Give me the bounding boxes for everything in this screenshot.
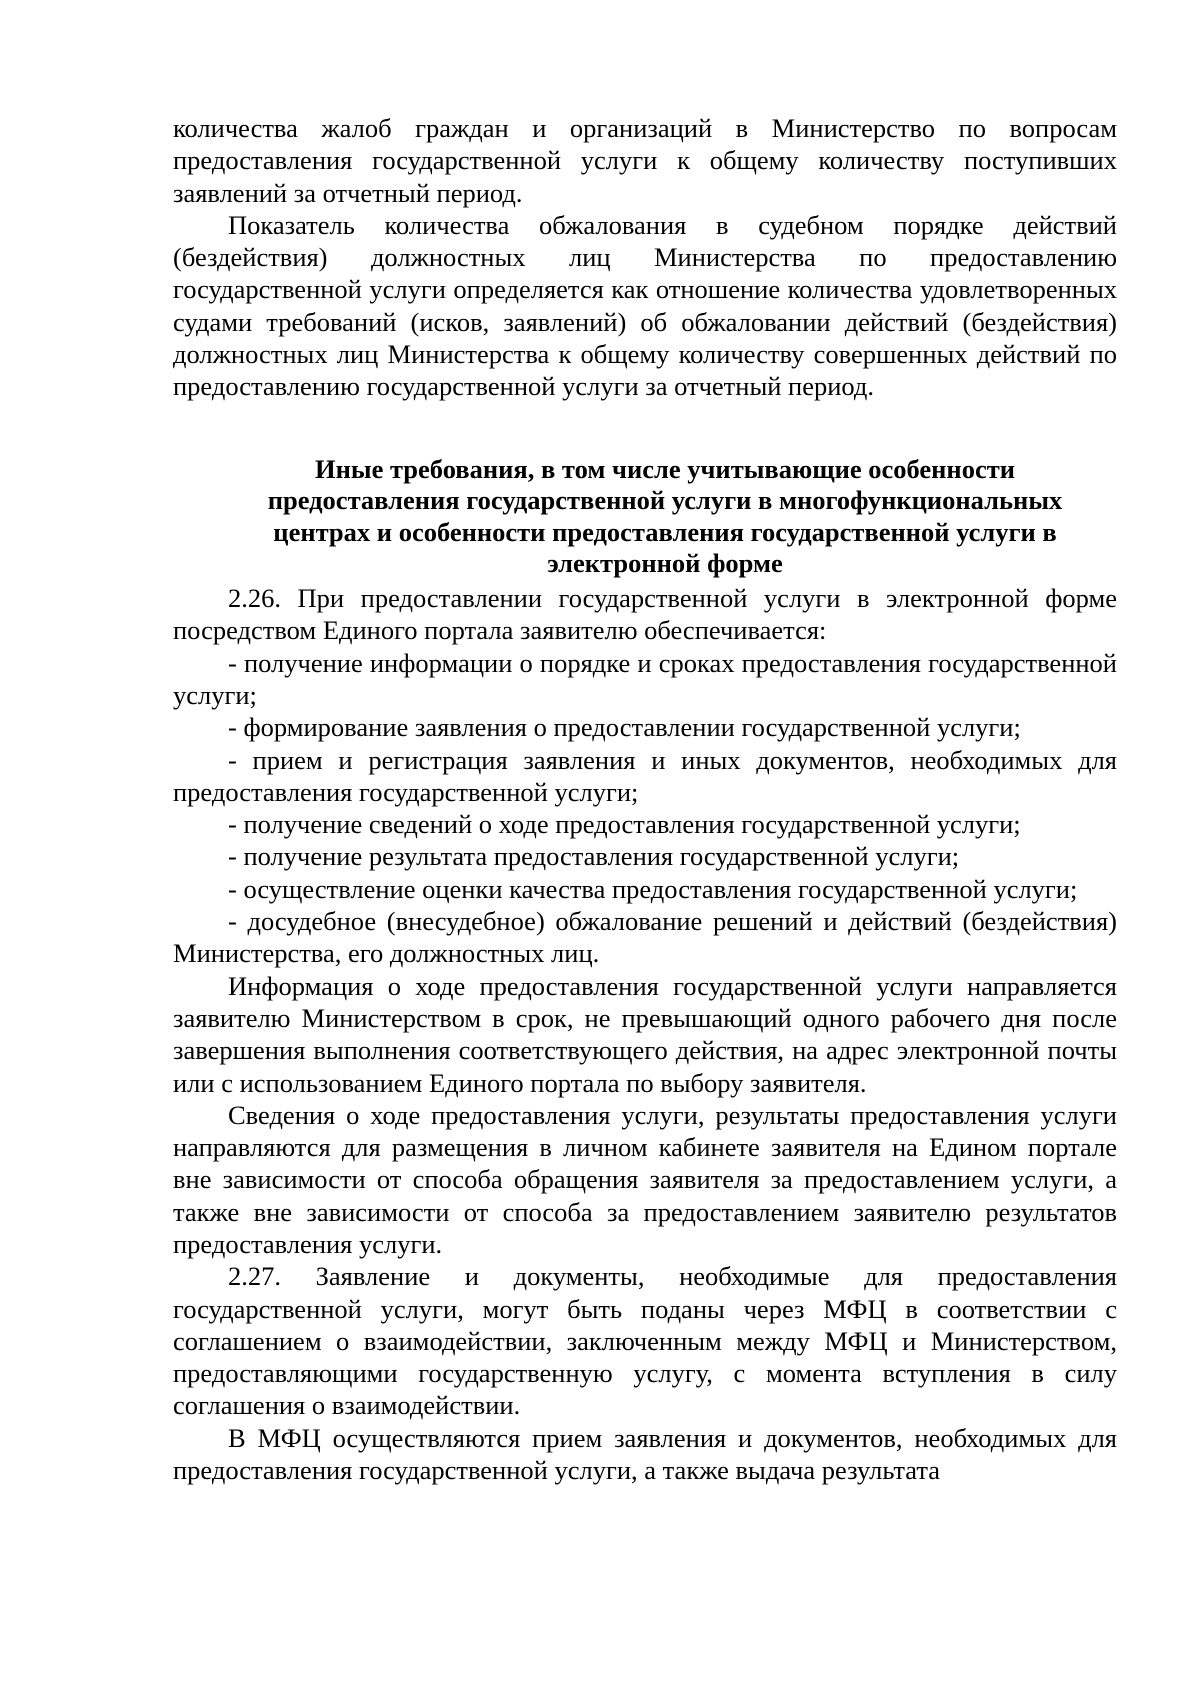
paragraph-personal-account: Сведения о ходе предоставления услуги, результаты предоставления услуги направляются для размещения в личном кабинете заявителя на Едином портале вне зависимости от способа обращения заявителя за предоставлением услуги, а также вне зависимости от способа за предоставлением заявителю результатов предоставления услуги. — [173, 1099, 1117, 1259]
paragraph-complaints-continuation: количества жалоб граждан и организаций в Министерство по вопросам предоставления государственной услуги к общему количеству поступивших заявлений за отчетный период. — [173, 113, 1117, 208]
list-item-application-form: - формирование заявления о предоставлении государственной услуги; — [228, 712, 1021, 743]
paragraph-2-27: 2.27. Заявление и документы, необходимые для предоставления государственной услуги, могут быть поданы через МФЦ в соответствии с соглашением о взаимодействии, заключенным между МФЦ и Министерством, предоставляющими государственную услугу, с момента вступления в силу соглашения о взаимодействии. — [173, 1261, 1117, 1421]
list-item-information: - получение информации о порядке и сроках предоставления государственной услуги; — [173, 647, 1117, 710]
section-heading — [173, 454, 1117, 580]
section-heading-line: центрах и особенности предоставления государственной услуги в — [273, 516, 1057, 547]
section-spacer — [173, 403, 1117, 454]
list-item-registration: - прием и регистрация заявления и иных документов, необходимых для предоставления государственной услуги; — [173, 744, 1117, 807]
paragraph-progress-information: Информация о ходе предоставления государственной услуги направляется заявителю Министерством в срок, не превышающий одного рабочего дня после завершения выполнения соответствующего действия, на адрес электронной почты или с использованием Единого портала по выбору заявителя. — [173, 970, 1117, 1098]
document-body — [173, 112, 1117, 1486]
list-item-quality-assessment: - осуществление оценки качества предоставления государственной услуги; — [228, 873, 1078, 904]
section-heading-line: Иные требования, в том числе учитывающие особенности — [315, 453, 1015, 484]
section-heading-line: электронной форме — [547, 548, 783, 579]
paragraph-court-appeals-indicator: Показатель количества обжалования в судебном порядке действий (бездействия) должностных лиц Министерства по предоставлению государственной услуги определяется как отношение количества удовлетворенных судами требований (исков, заявлений) об обжаловании действий (бездействия) должностных лиц Министерства к общему количеству совершенных действий по предоставлению государственной услуги за отчетный период. — [173, 209, 1117, 402]
paragraph-mfc-services: В МФЦ осуществляются прием заявления и документов, необходимых для предоставления государственной услуги, а также выдача результата — [173, 1422, 1117, 1486]
section-heading-line: предоставления государственной услуги в многофункциональных — [267, 485, 1063, 516]
list-item-pretrial-appeal: - досудебное (внесудебное) обжалование решений и действий (бездействия) Министерства, его должностных лиц. — [173, 906, 1117, 969]
list-item-progress-info: - получение сведений о ходе предоставления государственной услуги; — [228, 809, 1021, 840]
list-item-result: - получение результата предоставления государственной услуги; — [228, 841, 960, 872]
paragraph-2-26: 2.26. При предоставлении государственной услуги в электронной форме посредством Единого портала заявителю обеспечивается: — [173, 583, 1117, 646]
